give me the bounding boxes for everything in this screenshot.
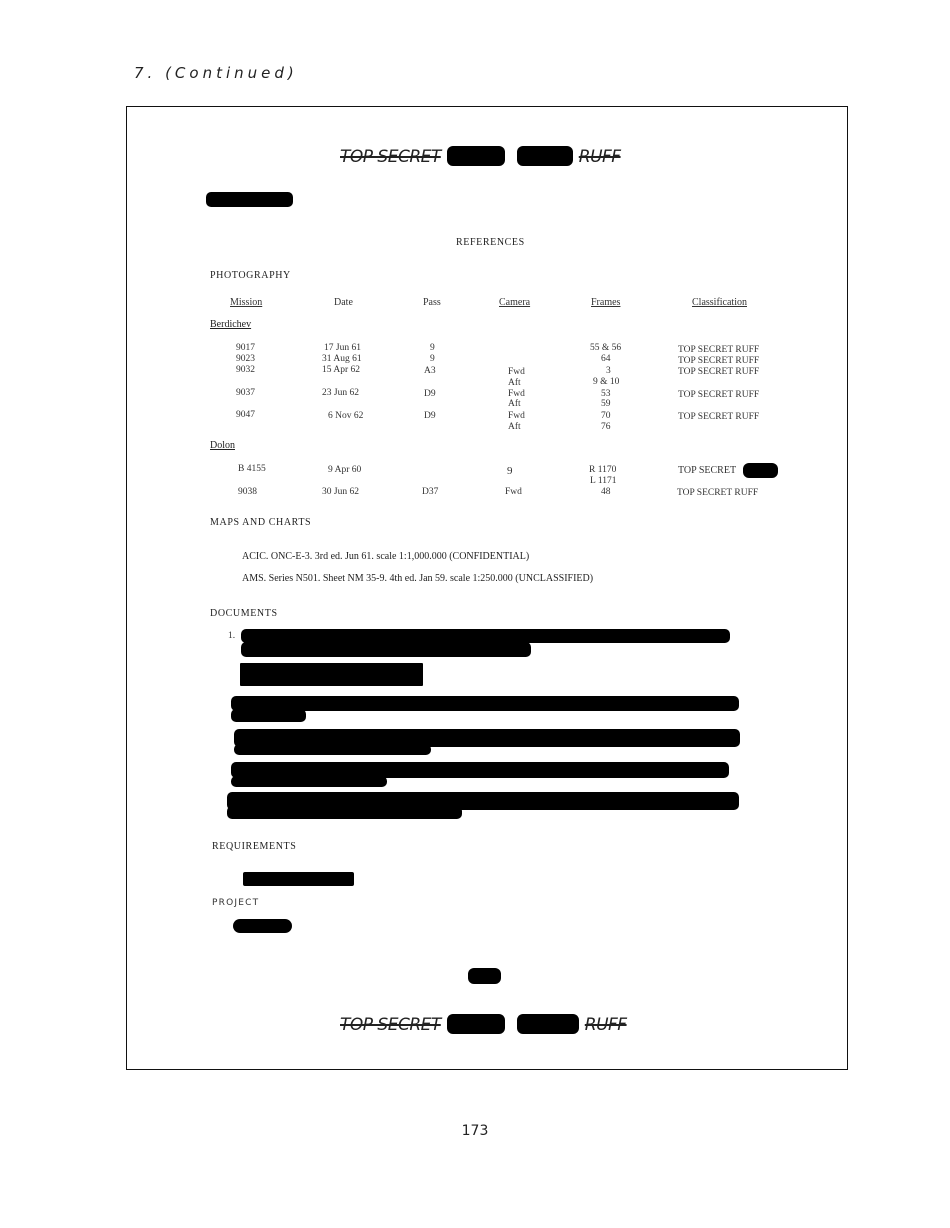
banner-text-left: TOP SECRET	[340, 1015, 441, 1035]
group-label-dolon: Dolon	[210, 440, 235, 451]
cell-date: 31 Aug 61	[322, 354, 362, 364]
redaction-block	[243, 872, 354, 886]
section-heading: 7. (Continued)	[134, 64, 298, 82]
cell-frames: 70	[601, 411, 611, 421]
column-header-date: Date	[334, 297, 353, 308]
cell-classification: TOP SECRET RUFF	[678, 356, 760, 366]
redaction-block	[241, 629, 730, 643]
cell-frames: R 1170	[589, 465, 617, 475]
cell-camera: 9	[507, 465, 513, 477]
banner-text-right: RUFF	[578, 147, 621, 167]
project-label: PROJECT	[212, 898, 260, 908]
maps-label: MAPS AND CHARTS	[210, 517, 312, 528]
cell-classification: TOP SECRET RUFF	[677, 488, 759, 498]
group-label-berdichev: Berdichev	[210, 319, 252, 330]
cell-date: 23 Jun 62	[322, 388, 359, 398]
redaction-block	[233, 919, 292, 933]
column-header-mission: Mission	[230, 297, 263, 308]
cell-frames: 76	[601, 422, 611, 432]
cell-classification: TOP SECRET	[678, 465, 737, 476]
documents-label: DOCUMENTS	[210, 608, 278, 619]
cell-mission: 9017	[236, 343, 255, 353]
cell-camera: Aft	[508, 422, 521, 432]
page-number: 173	[461, 1123, 489, 1139]
redaction-block	[240, 663, 423, 686]
redaction-block	[447, 146, 505, 166]
cell-pass: A3	[424, 366, 436, 376]
cell-classification: TOP SECRET RUFF	[678, 367, 760, 377]
cell-frames: 48	[601, 487, 611, 497]
cell-pass: 9	[430, 354, 435, 364]
cell-frames: 55 & 56	[590, 343, 622, 353]
redaction-block	[206, 192, 293, 207]
cell-frames: 53	[601, 389, 611, 399]
redaction-block	[468, 968, 501, 984]
cell-classification: TOP SECRET RUFF	[678, 345, 760, 355]
cell-mission: 9038	[238, 487, 257, 497]
cell-mission: 9047	[236, 410, 255, 420]
cell-pass: D9	[424, 411, 436, 421]
cell-frames: 64	[601, 354, 611, 364]
redaction-block	[227, 806, 462, 819]
cell-camera: Fwd	[508, 389, 525, 399]
map-reference: ACIC. ONC-E-3. 3rd ed. Jun 61. scale 1:1,000.000 (CONFIDENTIAL)	[242, 551, 530, 562]
cell-frames: 59	[601, 399, 611, 409]
cell-date: 9 Apr 60	[328, 465, 362, 475]
cell-frames: 3	[606, 366, 611, 376]
cell-pass: D9	[424, 389, 436, 399]
redaction-block	[517, 146, 573, 166]
classification-banner-bottom	[340, 1014, 627, 1035]
cell-date: 6 Nov 62	[328, 411, 364, 421]
column-header-frames: Frames	[591, 297, 621, 308]
cell-mission: B 4155	[238, 464, 266, 474]
cell-classification: TOP SECRET RUFF	[678, 390, 760, 400]
cell-date: 17 Jun 61	[324, 343, 361, 353]
column-header-classification: Classification	[692, 297, 747, 308]
banner-text-right: RUFF	[584, 1015, 627, 1035]
cell-mission: 9032	[236, 365, 255, 375]
redaction-block	[743, 463, 778, 478]
column-header-camera: Camera	[499, 297, 531, 308]
cell-frames: 9 & 10	[593, 377, 620, 387]
cell-camera: Fwd	[505, 487, 522, 497]
cell-pass: D37	[422, 487, 439, 497]
redaction-block	[231, 709, 306, 722]
map-reference: AMS. Series N501. Sheet NM 35-9. 4th ed. Jan 59. scale 1:250.000 (UNCLASSIFIED)	[242, 573, 594, 584]
cell-date: 15 Apr 62	[322, 365, 360, 375]
column-header-pass: Pass	[423, 297, 441, 308]
cell-mission: 9037	[236, 388, 255, 398]
cell-camera: Aft	[508, 399, 521, 409]
redaction-block	[234, 744, 431, 755]
redaction-block	[447, 1014, 505, 1034]
redaction-block	[231, 696, 739, 711]
redaction-block	[231, 776, 387, 787]
cell-camera: Fwd	[508, 367, 525, 377]
references-title: REFERENCES	[456, 237, 525, 248]
cell-camera: Aft	[508, 378, 521, 388]
cell-pass: 9	[430, 343, 435, 353]
redaction-block	[517, 1014, 579, 1034]
cell-frames: L 1171	[590, 476, 617, 486]
document-item-number: 1.	[228, 631, 236, 641]
cell-classification: TOP SECRET RUFF	[678, 412, 760, 422]
cell-date: 30 Jun 62	[322, 487, 359, 497]
photography-label: PHOTOGRAPHY	[210, 270, 291, 281]
cell-mission: 9023	[236, 354, 255, 364]
banner-text-left: TOP SECRET	[340, 147, 441, 167]
classification-banner-top	[340, 146, 621, 167]
requirements-label: REQUIREMENTS	[212, 841, 297, 852]
redaction-block	[241, 642, 531, 657]
cell-camera: Fwd	[508, 411, 525, 421]
